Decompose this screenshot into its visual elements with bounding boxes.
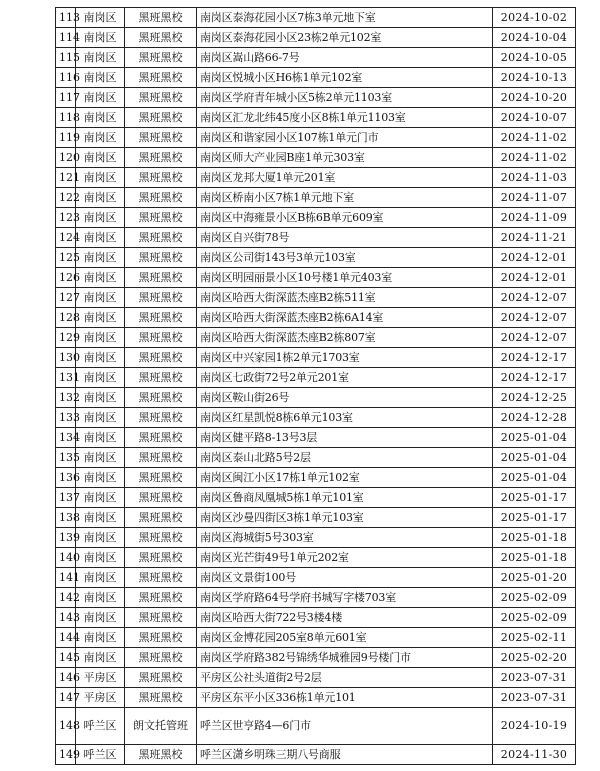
category-cell: 黑班黑校 — [125, 388, 197, 408]
district-cell: 南岗区 — [76, 208, 125, 228]
address-cell: 南岗区文景街100号 — [197, 568, 493, 588]
district-cell: 南岗区 — [76, 88, 125, 108]
address-cell: 呼兰区世亨路4—6门市 — [197, 708, 493, 745]
address-cell: 南岗区和谐家园小区107栋1单元门市 — [197, 128, 493, 148]
table-row — [56, 328, 576, 348]
address-cell: 南岗区红星凯悦8栋6单元103室 — [197, 408, 493, 428]
category-cell: 黑班黑校 — [125, 288, 197, 308]
table-row — [56, 588, 576, 608]
category-cell: 黑班黑校 — [125, 188, 197, 208]
address-cell: 南岗区七政街72号2单元201室 — [197, 368, 493, 388]
date-cell: 2024-11-30 — [493, 745, 576, 765]
table-row — [56, 308, 576, 328]
category-cell: 黑班黑校 — [125, 568, 197, 588]
table-row — [56, 688, 576, 708]
district-cell: 南岗区 — [76, 408, 125, 428]
table-row — [56, 528, 576, 548]
address-cell: 南岗区学府青年城小区5栋2单元1103室 — [197, 88, 493, 108]
address-cell: 南岗区公司街143号3单元103室 — [197, 248, 493, 268]
district-cell: 南岗区 — [76, 648, 125, 668]
date-cell: 2025-02-11 — [493, 628, 576, 648]
table-row — [56, 8, 576, 28]
category-cell: 黑班黑校 — [125, 328, 197, 348]
row-number: 129 — [56, 328, 76, 348]
table-row — [56, 708, 576, 745]
table-row — [56, 288, 576, 308]
row-number: 119 — [56, 128, 76, 148]
row-number: 113 — [56, 8, 76, 28]
address-cell: 南岗区泰海花园小区23栋2单元102室 — [197, 28, 493, 48]
address-cell: 南岗区汇龙北纬45度小区8栋1单元1103室 — [197, 108, 493, 128]
category-cell: 黑班黑校 — [125, 608, 197, 628]
row-number: 143 — [56, 608, 76, 628]
date-cell: 2024-12-07 — [493, 328, 576, 348]
district-cell: 南岗区 — [76, 228, 125, 248]
date-cell: 2024-12-28 — [493, 408, 576, 428]
district-cell: 南岗区 — [76, 348, 125, 368]
district-cell: 南岗区 — [76, 188, 125, 208]
address-cell: 平房区东平小区336栋1单元101 — [197, 688, 493, 708]
address-cell: 南岗区光芒街49号1单元202室 — [197, 548, 493, 568]
date-cell: 2025-02-09 — [493, 588, 576, 608]
row-number: 135 — [56, 448, 76, 468]
table-row — [56, 668, 576, 688]
district-cell: 南岗区 — [76, 308, 125, 328]
table-row — [56, 148, 576, 168]
category-cell: 黑班黑校 — [125, 168, 197, 188]
date-cell: 2024-10-13 — [493, 68, 576, 88]
category-cell: 黑班黑校 — [125, 428, 197, 448]
date-cell: 2024-10-04 — [493, 28, 576, 48]
table-row — [56, 128, 576, 148]
category-cell: 黑班黑校 — [125, 108, 197, 128]
row-number: 131 — [56, 368, 76, 388]
district-cell: 南岗区 — [76, 428, 125, 448]
row-number: 128 — [56, 308, 76, 328]
address-cell: 南岗区鲁商凤凰城5栋1单元101室 — [197, 488, 493, 508]
row-number: 124 — [56, 228, 76, 248]
address-cell: 南岗区哈西大街深蓝杰座B2栋6A14室 — [197, 308, 493, 328]
address-cell: 南岗区哈西大街深蓝杰座B2栋807室 — [197, 328, 493, 348]
category-cell: 黑班黑校 — [125, 68, 197, 88]
district-cell: 南岗区 — [76, 28, 125, 48]
row-number: 133 — [56, 408, 76, 428]
category-cell: 黑班黑校 — [125, 508, 197, 528]
district-cell: 南岗区 — [76, 468, 125, 488]
district-cell: 南岗区 — [76, 628, 125, 648]
category-cell: 黑班黑校 — [125, 8, 197, 28]
date-cell: 2025-01-17 — [493, 508, 576, 528]
category-cell: 黑班黑校 — [125, 28, 197, 48]
district-cell: 南岗区 — [76, 328, 125, 348]
category-cell: 黑班黑校 — [125, 468, 197, 488]
table-row — [56, 88, 576, 108]
date-cell: 2024-11-02 — [493, 148, 576, 168]
table-row — [56, 568, 576, 588]
district-cell: 南岗区 — [76, 588, 125, 608]
date-cell: 2025-01-04 — [493, 448, 576, 468]
date-cell: 2024-10-05 — [493, 48, 576, 68]
row-number: 146 — [56, 668, 76, 688]
category-cell: 黑班黑校 — [125, 688, 197, 708]
district-cell: 平房区 — [76, 688, 125, 708]
row-number: 117 — [56, 88, 76, 108]
row-number: 148 — [56, 708, 76, 745]
district-cell: 南岗区 — [76, 368, 125, 388]
table-row — [56, 628, 576, 648]
category-cell: 黑班黑校 — [125, 588, 197, 608]
date-cell: 2024-12-17 — [493, 348, 576, 368]
table-row — [56, 348, 576, 368]
category-cell: 黑班黑校 — [125, 248, 197, 268]
address-cell: 南岗区学府路382号锦绣华城雅园9号楼门市 — [197, 648, 493, 668]
date-cell: 2024-11-03 — [493, 168, 576, 188]
address-cell: 南岗区明园丽景小区10号楼1单元403室 — [197, 268, 493, 288]
district-cell: 南岗区 — [76, 608, 125, 628]
date-cell: 2024-12-25 — [493, 388, 576, 408]
row-number: 126 — [56, 268, 76, 288]
address-cell: 南岗区金博花园205室8单元601室 — [197, 628, 493, 648]
category-cell: 黑班黑校 — [125, 228, 197, 248]
address-cell: 南岗区鞍山街26号 — [197, 388, 493, 408]
row-number: 130 — [56, 348, 76, 368]
address-cell: 南岗区龙邦大厦1单元201室 — [197, 168, 493, 188]
district-cell: 南岗区 — [76, 68, 125, 88]
table-row — [56, 448, 576, 468]
table-row — [56, 268, 576, 288]
table-row — [56, 188, 576, 208]
district-cell: 南岗区 — [76, 248, 125, 268]
address-cell: 南岗区海城街5号303室 — [197, 528, 493, 548]
date-cell: 2025-02-20 — [493, 648, 576, 668]
row-number: 114 — [56, 28, 76, 48]
table-row — [56, 488, 576, 508]
table-row — [56, 648, 576, 668]
category-cell: 黑班黑校 — [125, 488, 197, 508]
table-row — [56, 408, 576, 428]
row-number: 137 — [56, 488, 76, 508]
date-cell: 2023-07-31 — [493, 688, 576, 708]
table-row — [56, 228, 576, 248]
category-cell: 黑班黑校 — [125, 148, 197, 168]
category-cell: 黑班黑校 — [125, 548, 197, 568]
row-number: 149 — [56, 745, 76, 765]
date-cell: 2024-11-21 — [493, 228, 576, 248]
category-cell: 黑班黑校 — [125, 648, 197, 668]
row-number: 144 — [56, 628, 76, 648]
district-cell: 南岗区 — [76, 128, 125, 148]
date-cell: 2025-02-09 — [493, 608, 576, 628]
category-cell: 黑班黑校 — [125, 308, 197, 328]
address-cell: 南岗区嵩山路66-7号 — [197, 48, 493, 68]
address-cell: 南岗区悦城小区H6栋1单元102室 — [197, 68, 493, 88]
category-cell: 黑班黑校 — [125, 88, 197, 108]
category-cell: 黑班黑校 — [125, 208, 197, 228]
address-cell: 南岗区师大产业园B座1单元303室 — [197, 148, 493, 168]
row-number: 125 — [56, 248, 76, 268]
address-cell: 南岗区泰山北路5号2层 — [197, 448, 493, 468]
table-row — [56, 608, 576, 628]
address-cell: 平房区公社头道街2号2层 — [197, 668, 493, 688]
row-number: 140 — [56, 548, 76, 568]
row-number: 127 — [56, 288, 76, 308]
address-cell: 南岗区自兴街78号 — [197, 228, 493, 248]
table-row — [56, 28, 576, 48]
category-cell: 黑班黑校 — [125, 48, 197, 68]
district-cell: 南岗区 — [76, 268, 125, 288]
district-cell: 南岗区 — [76, 8, 125, 28]
date-cell: 2024-12-01 — [493, 268, 576, 288]
table-row — [56, 468, 576, 488]
row-number: 116 — [56, 68, 76, 88]
district-cell: 南岗区 — [76, 448, 125, 468]
address-cell: 南岗区健平路8-13号3层 — [197, 428, 493, 448]
row-number: 120 — [56, 148, 76, 168]
address-cell: 南岗区中海雍景小区B栋6B单元609室 — [197, 208, 493, 228]
address-cell: 南岗区桥南小区7栋1单元地下室 — [197, 188, 493, 208]
address-cell: 南岗区泰海花园小区7栋3单元地下室 — [197, 8, 493, 28]
date-cell: 2025-01-18 — [493, 548, 576, 568]
district-cell: 南岗区 — [76, 388, 125, 408]
district-cell: 南岗区 — [76, 168, 125, 188]
date-cell: 2025-01-04 — [493, 428, 576, 448]
date-cell: 2024-10-07 — [493, 108, 576, 128]
district-cell: 呼兰区 — [76, 708, 125, 745]
district-cell: 南岗区 — [76, 508, 125, 528]
address-cell: 南岗区哈西大街722号3楼4楼 — [197, 608, 493, 628]
category-cell: 黑班黑校 — [125, 268, 197, 288]
table-row — [56, 548, 576, 568]
address-cell: 南岗区中兴家园1栋2单元1703室 — [197, 348, 493, 368]
row-number: 122 — [56, 188, 76, 208]
date-cell: 2024-12-07 — [493, 288, 576, 308]
records-table — [55, 7, 576, 765]
date-cell: 2025-01-20 — [493, 568, 576, 588]
row-number: 115 — [56, 48, 76, 68]
table-row — [56, 388, 576, 408]
address-cell: 呼兰区潇乡明珠三期八号商服 — [197, 745, 493, 765]
date-cell: 2024-12-01 — [493, 248, 576, 268]
row-number: 134 — [56, 428, 76, 448]
district-cell: 南岗区 — [76, 108, 125, 128]
category-cell: 黑班黑校 — [125, 448, 197, 468]
table-row — [56, 368, 576, 388]
row-number: 121 — [56, 168, 76, 188]
district-cell: 南岗区 — [76, 548, 125, 568]
table-row — [56, 428, 576, 448]
date-cell: 2025-01-18 — [493, 528, 576, 548]
row-number: 138 — [56, 508, 76, 528]
table-row — [56, 168, 576, 188]
district-cell: 南岗区 — [76, 528, 125, 548]
district-cell: 南岗区 — [76, 568, 125, 588]
records-table-body — [56, 8, 576, 765]
category-cell: 黑班黑校 — [125, 628, 197, 648]
row-number: 132 — [56, 388, 76, 408]
row-number: 145 — [56, 648, 76, 668]
district-cell: 呼兰区 — [76, 745, 125, 765]
table-row — [56, 108, 576, 128]
address-cell: 南岗区沙曼四街区3栋1单元103室 — [197, 508, 493, 528]
row-number: 123 — [56, 208, 76, 228]
category-cell: 黑班黑校 — [125, 408, 197, 428]
row-number: 118 — [56, 108, 76, 128]
category-cell: 黑班黑校 — [125, 528, 197, 548]
date-cell: 2024-10-19 — [493, 708, 576, 745]
category-cell: 黑班黑校 — [125, 668, 197, 688]
row-number: 147 — [56, 688, 76, 708]
category-cell: 黑班黑校 — [125, 368, 197, 388]
address-cell: 南岗区哈西大街深蓝杰座B2栋511室 — [197, 288, 493, 308]
table-row — [56, 508, 576, 528]
row-number: 142 — [56, 588, 76, 608]
district-cell: 南岗区 — [76, 148, 125, 168]
date-cell: 2023-07-31 — [493, 668, 576, 688]
district-cell: 南岗区 — [76, 488, 125, 508]
table-row — [56, 248, 576, 268]
table-row — [56, 208, 576, 228]
table-row — [56, 745, 576, 765]
address-cell: 南岗区闽江小区17栋1单元102室 — [197, 468, 493, 488]
category-cell: 黑班黑校 — [125, 128, 197, 148]
district-cell: 南岗区 — [76, 48, 125, 68]
date-cell: 2025-01-04 — [493, 468, 576, 488]
category-cell: 朗文托管班 — [125, 708, 197, 745]
row-number: 136 — [56, 468, 76, 488]
table-row — [56, 48, 576, 68]
date-cell: 2024-12-17 — [493, 368, 576, 388]
date-cell: 2024-11-07 — [493, 188, 576, 208]
date-cell: 2024-11-09 — [493, 208, 576, 228]
date-cell: 2025-01-17 — [493, 488, 576, 508]
table-row — [56, 68, 576, 88]
date-cell: 2024-10-02 — [493, 8, 576, 28]
date-cell: 2024-12-07 — [493, 308, 576, 328]
date-cell: 2024-11-02 — [493, 128, 576, 148]
category-cell: 黑班黑校 — [125, 745, 197, 765]
row-number: 141 — [56, 568, 76, 588]
address-cell: 南岗区学府路64号学府书城写字楼703室 — [197, 588, 493, 608]
district-cell: 南岗区 — [76, 288, 125, 308]
district-cell: 平房区 — [76, 668, 125, 688]
category-cell: 黑班黑校 — [125, 348, 197, 368]
date-cell: 2024-10-20 — [493, 88, 576, 108]
row-number: 139 — [56, 528, 76, 548]
